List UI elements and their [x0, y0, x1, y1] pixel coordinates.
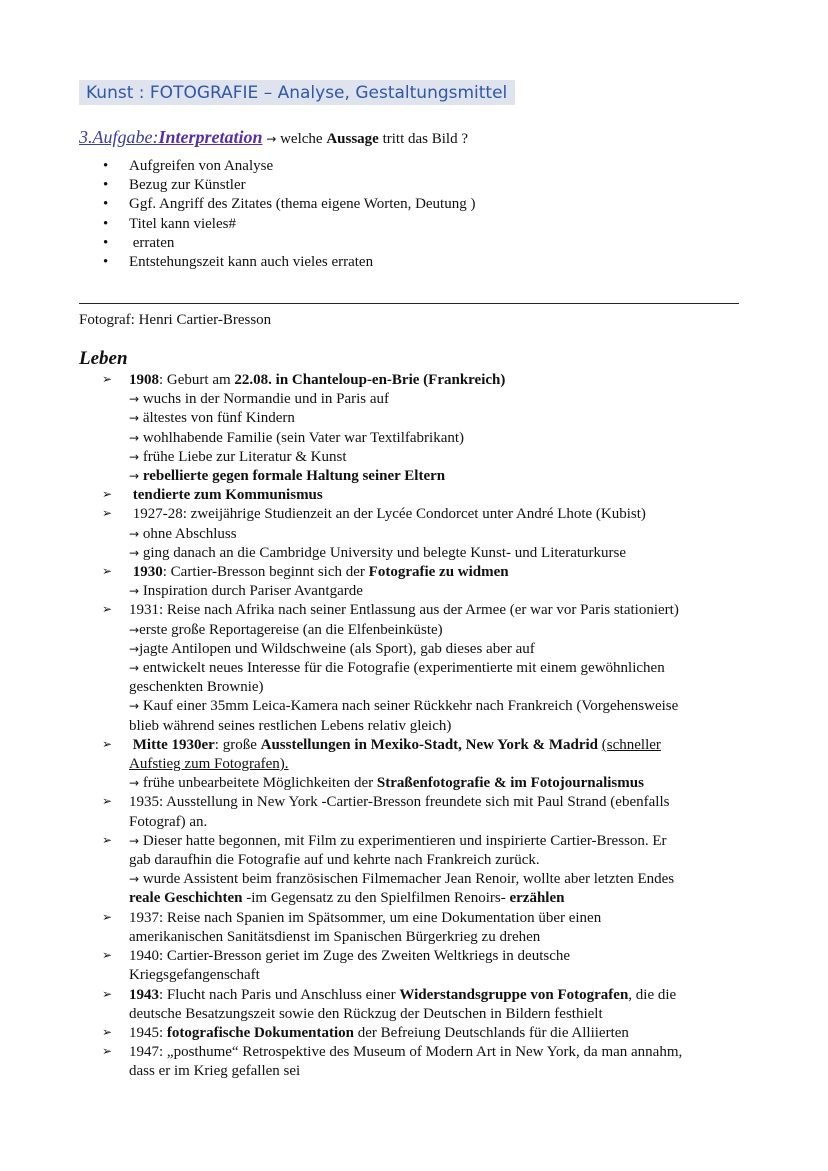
arrow-icon: →	[129, 661, 140, 676]
entry-text: gab daraufhin die Fotografie auf und kehrte nach Frankreich zurück.	[129, 852, 540, 869]
photographer-line: Fotograf: Henri Cartier-Bresson	[79, 312, 272, 328]
bio-entry-1927	[79, 505, 759, 563]
arrowhead-bullet-icon: ➢	[102, 909, 113, 924]
sub-item: frühe unbearbeitete Möglichkeiten der	[142, 775, 377, 792]
entry-text: Dieser hatte begonnen, mit Film zu experimentieren und inspirierte Cartier-Bresson. Er	[142, 832, 667, 849]
sub-item: wurde Assistent beim französischen Filmemacher Jean Renoir, wollte aber letzten Endes	[142, 871, 675, 888]
arrow-icon: →	[129, 545, 140, 560]
bullet-icon: •	[103, 253, 109, 270]
sub-item: frühe Liebe zur Literatur & Kunst	[142, 448, 347, 465]
bio-entry-1947	[79, 1043, 759, 1081]
task-question-pre: welche	[280, 131, 327, 147]
section-title-leben: Leben	[79, 348, 128, 369]
arrowhead-bullet-icon: ➢	[102, 564, 113, 579]
arrowhead-bullet-icon: ➢	[102, 506, 113, 521]
bullet-icon: •	[103, 158, 109, 174]
entry-underlined: (schneller	[601, 736, 661, 753]
bullet-icon: •	[103, 177, 109, 194]
arrowhead-bullet-icon: ➢	[102, 794, 113, 809]
entry-bold: Widerstandsgruppe von Fotografen	[399, 986, 629, 1003]
bio-entry-kommunismus	[79, 486, 759, 505]
entry-text: 1947: „posthume“ Retrospektive des Museum of Modern Art in New York, da man annahm,	[129, 1044, 683, 1061]
entry-text: 1931: Reise nach Afrika nach seiner Entlassung aus der Armee (er war vor Paris stationiert)	[129, 602, 679, 619]
entry-year: 1908	[129, 372, 159, 388]
page-heading: Kunst : FOTOGRAFIE – Analyse, Gestaltungsmittel	[79, 80, 515, 105]
bio-entry-1937	[79, 909, 759, 947]
entry-text: : Geburt am	[159, 372, 235, 388]
bio-entry-1945	[79, 1024, 759, 1043]
bullet-text: erraten	[129, 234, 175, 251]
sub-item: Inspiration durch Pariser Avantgarde	[142, 583, 363, 600]
entry-bold: Fotografie zu widmen	[368, 564, 509, 581]
entry-text: , die die	[628, 986, 677, 1003]
bio-entry-film	[79, 832, 759, 909]
task-bullet-list	[100, 157, 475, 272]
bio-entry-1940	[79, 947, 759, 985]
arrowhead-bullet-icon: ➢	[102, 832, 113, 847]
biography-list	[79, 371, 759, 1082]
entry-text: Kriegsgefangenschaft	[129, 967, 260, 984]
entry-text: 1945:	[129, 1024, 167, 1041]
bio-entry-1931	[79, 601, 759, 735]
entry-text: 1927-28: zweijährige Studienzeit an der Lycée Condorcet unter André Lhote (Kubist)	[132, 506, 646, 523]
bio-entry-1908	[79, 371, 759, 486]
sub-item-continued: blieb während seines restlichen Lebens relativ gleich)	[129, 717, 452, 734]
entry-text: dass er im Krieg gefallen sei	[129, 1063, 301, 1080]
arrowhead-bullet-icon: ➢	[102, 986, 113, 1001]
entry-text: 1937: Reise nach Spanien im Spätsommer, um eine Dokumentation über einen	[129, 909, 602, 926]
arrow-icon: →	[129, 449, 140, 464]
entry-bold: fotografische Dokumentation	[166, 1024, 354, 1041]
bio-entry-mitte-1930er	[79, 736, 759, 794]
arrow-icon: →	[129, 622, 140, 637]
arrowhead-bullet-icon: ➢	[102, 487, 113, 502]
sub-item-bold: reale Geschichten	[129, 890, 243, 907]
arrow-icon: →	[129, 526, 140, 541]
sub-item: jagte Antilopen und Wildschweine (als Sport), gab dieses aber auf	[139, 640, 535, 657]
entry-text: : Cartier-Bresson beginnt sich der	[162, 564, 369, 581]
task-number: 3.Aufgabe:	[79, 127, 159, 147]
entry-bold: Ausstellungen in Mexiko-Stadt, New York & Madrid	[260, 736, 599, 753]
entry-text: : große	[214, 736, 261, 753]
entry-bold: tendierte zum Kommunismus	[132, 487, 323, 504]
bio-entry-1935	[79, 793, 759, 831]
bio-entry-1930	[79, 563, 759, 601]
entry-text: deutsche Besatzungszeit sowie den Rückzug der Deutschen in Bildern festhielt	[129, 1005, 603, 1022]
sub-item: wuchs in der Normandie und in Paris auf	[142, 391, 390, 408]
entry-bold: 22.08. in Chanteloup-en-Brie (Frankreich)	[234, 372, 506, 388]
arrow-icon: →	[266, 132, 277, 146]
bullet-icon: •	[103, 215, 109, 232]
arrow-icon: →	[129, 430, 140, 445]
arrow-icon: →	[129, 872, 140, 887]
task-question-bold: Aussage	[326, 131, 379, 147]
sub-item: rebellierte gegen formale Haltung seiner Eltern	[142, 468, 446, 485]
task-line	[79, 127, 468, 148]
sub-item: ging danach an die Cambridge University und belegte Kunst- und Literaturkurse	[142, 544, 627, 561]
arrow-icon: →	[129, 776, 140, 791]
arrow-icon: →	[129, 411, 140, 426]
bullet-text: Aufgreifen von Analyse	[129, 158, 274, 174]
arrow-icon: →	[129, 699, 140, 714]
arrowhead-bullet-icon: ➢	[102, 602, 113, 617]
list-item	[100, 253, 475, 272]
arrowhead-bullet-icon: ➢	[102, 1024, 113, 1039]
sub-item-bold: erzählen	[509, 890, 565, 907]
list-item	[100, 215, 475, 234]
arrowhead-bullet-icon: ➢	[102, 372, 113, 386]
entry-text: Fotograf) an.	[129, 813, 208, 830]
entry-text: der Befreiung Deutschlands für die Alliierten	[354, 1024, 629, 1041]
entry-underlined: Aufstieg zum Fotografen).	[129, 756, 289, 773]
entry-year: 1943	[129, 986, 159, 1003]
task-title: Interpretation	[158, 127, 263, 147]
bullet-text: Entstehungszeit kann auch vieles erraten	[129, 253, 374, 270]
sub-item: erste große Reportagereise (an die Elfenbeinküste)	[139, 621, 443, 638]
sub-item: entwickelt neues Interesse für die Fotografie (experimentierte mit einem gewöhnlichen	[142, 660, 665, 677]
entry-text: 1940: Cartier-Bresson geriet im Zuge des Zweiten Weltkriegs in deutsche	[129, 948, 571, 965]
sub-item: wohlhabende Familie (sein Vater war Textilfabrikant)	[142, 429, 465, 446]
bio-entry-1943	[79, 986, 759, 1024]
sub-item-bold: Straßenfotografie & im Fotojournalismus	[376, 775, 644, 792]
bullet-icon: •	[103, 234, 109, 251]
bullet-text: Ggf. Angriff des Zitates (thema eigene Worten, Deutung )	[129, 196, 476, 213]
sub-item: ohne Abschluss	[142, 525, 237, 542]
sub-item-continued: geschenkten Brownie)	[129, 679, 264, 696]
list-item	[100, 176, 475, 195]
arrow-icon: →	[129, 833, 140, 848]
entry-bold: Mitte 1930er	[132, 736, 215, 753]
bullet-text: Bezug zur Künstler	[129, 177, 246, 194]
arrowhead-bullet-icon: ➢	[102, 1044, 113, 1059]
entry-year: 1930	[132, 564, 163, 581]
task-question-post: tritt das Bild ?	[378, 131, 468, 147]
arrow-icon: →	[129, 584, 140, 599]
arrowhead-bullet-icon: ➢	[102, 736, 113, 751]
arrow-icon: →	[129, 392, 140, 407]
list-item	[100, 195, 475, 214]
sub-item: ältestes von fünf Kindern	[142, 410, 295, 427]
sub-item: Kauf einer 35mm Leica-Kamera nach seiner Rückkehr nach Frankreich (Vorgehensweise	[142, 698, 679, 715]
bullet-icon: •	[103, 196, 109, 213]
arrowhead-bullet-icon: ➢	[102, 948, 113, 963]
list-item	[100, 234, 475, 253]
sub-item: -im Gegensatz zu den Spielfilmen Renoirs-	[242, 890, 510, 907]
entry-text: 1935: Ausstellung in New York -Cartier-Bresson freundete sich mit Paul Strand (ebenfalls	[129, 794, 670, 811]
arrow-icon: →	[129, 641, 140, 656]
entry-text: amerikanischen Sanitätsdienst im Spanischen Bürgerkrieg zu drehen	[129, 928, 541, 945]
arrow-icon: →	[129, 469, 140, 484]
list-item	[100, 157, 475, 176]
divider	[79, 303, 739, 304]
entry-text: : Flucht nach Paris und Anschluss einer	[159, 986, 400, 1003]
bullet-text: Titel kann vieles#	[129, 215, 236, 232]
